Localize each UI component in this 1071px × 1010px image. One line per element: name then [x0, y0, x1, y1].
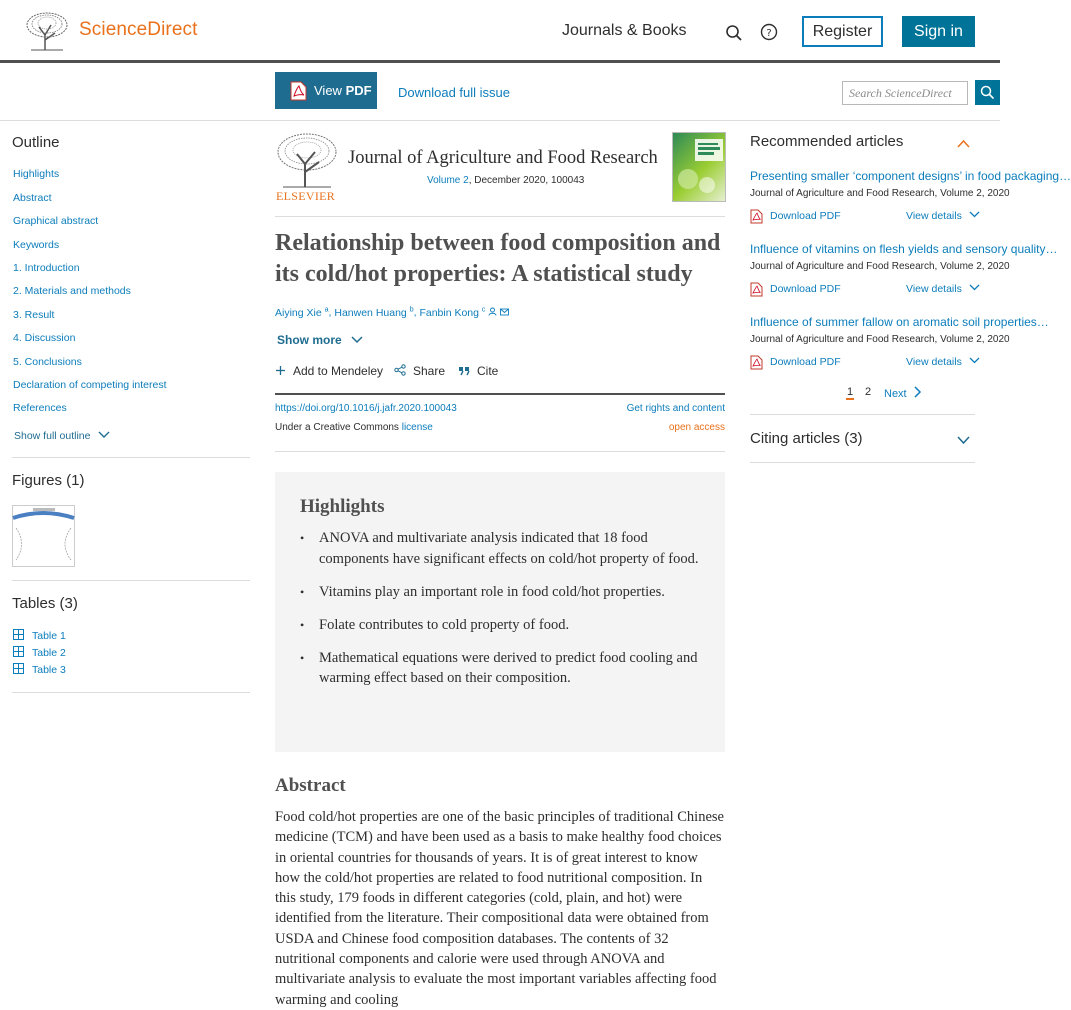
pdf-icon — [290, 81, 307, 101]
article-toolbar — [0, 66, 1000, 121]
highlights-heading: Highlights — [300, 496, 385, 517]
cite-button[interactable] — [458, 364, 498, 378]
highlight-item: • Vitamins play an important role in food cold/hot properties. — [300, 582, 700, 603]
table-icon — [13, 646, 24, 657]
figures-divider — [12, 580, 250, 581]
actions-divider — [275, 393, 725, 395]
outline-link-graphical-abstract[interactable]: Graphical abstract — [13, 215, 99, 227]
recommended-article-journal: Journal of Agriculture and Food Research, Volume 2, 2020 — [750, 261, 1010, 272]
article-title: Relationship between food composition and its cold/hot properties: A statistical study — [275, 230, 721, 287]
chevron-down-icon — [98, 431, 110, 439]
outline-link-competing-interest[interactable]: Declaration of competing interest — [13, 379, 167, 391]
chevron-up-icon[interactable] — [957, 139, 970, 148]
pagination-next-label: Next — [884, 388, 907, 400]
open-access-badge: open access — [668, 422, 725, 433]
publisher-name: ELSEVIER — [276, 189, 336, 203]
author-separator: , — [413, 306, 420, 319]
highlight-item: • Mathematical equations were derived to predict food cooling and warming effect based on their composition. — [300, 648, 700, 689]
tables-heading: Tables (3) — [12, 595, 78, 612]
recommended-article-title[interactable]: Presenting smaller ‘component designs’ in food packaging… — [750, 169, 1071, 183]
doi-link[interactable]: https://doi.org/10.1016/j.jafr.2020.100043 — [275, 403, 457, 414]
chevron-right-icon — [914, 386, 922, 398]
search-submit-button[interactable] — [975, 80, 1000, 105]
figure-thumbnail[interactable] — [12, 505, 75, 567]
table-link-label: Table 3 — [32, 664, 66, 676]
elsevier-tree-logo[interactable] — [25, 11, 69, 51]
show-full-outline-button[interactable] — [14, 430, 110, 442]
outline-link-highlights[interactable]: Highlights — [13, 168, 60, 180]
download-pdf-label: Download PDF — [770, 210, 841, 222]
search-icon — [980, 85, 995, 100]
highlights-section — [275, 472, 725, 752]
doi-divider — [275, 451, 725, 452]
recommended-articles-heading: Recommended articles — [750, 133, 904, 150]
share-button[interactable] — [394, 364, 445, 378]
author-name: Aiying Xie — [275, 306, 322, 319]
author-link[interactable] — [275, 307, 329, 319]
issue-info: , December 2020, 100043 — [468, 175, 585, 186]
highlight-item: • Folate contributes to cold property of food. — [300, 615, 700, 636]
svg-text:?: ? — [766, 28, 772, 39]
plus-icon — [275, 365, 286, 376]
outline-link-materials-methods[interactable]: 2. Materials and methods — [13, 285, 131, 297]
recommended-view-details[interactable] — [906, 356, 980, 368]
recommended-article-journal: Journal of Agriculture and Food Research, Volume 2, 2020 — [750, 334, 1010, 345]
author-affiliation: c — [481, 306, 486, 313]
outline-link-introduction[interactable]: 1. Introduction — [13, 262, 80, 274]
author-affiliation: a — [324, 306, 329, 313]
show-more-button[interactable] — [277, 333, 363, 347]
elsevier-tree-icon — [275, 132, 339, 188]
view-pdf-label — [314, 83, 372, 98]
journals-books-link[interactable]: Journals & Books — [562, 22, 687, 39]
table-link-1[interactable] — [13, 629, 66, 642]
elsevier-logo[interactable] — [275, 132, 339, 204]
pdf-icon — [750, 282, 763, 297]
view-pdf-prefix: View — [314, 83, 346, 98]
quote-icon — [458, 366, 470, 376]
abstract-text: Food cold/hot properties are one of the basic principles of traditional Chinese medicine (TCM) and have been used as a basis to make healthy food choices in oriental countries for thousands of years. It is of great interest to know how the cold/hot properties are related to food nutritional composition. In this study, 179 foods in different categories (cold, plain, and hot) were identified from the literature. Their compositional data were obtained from USDA and Chinese food composition databases. The contents of 32 nutritional components and calorie were used through ANOVA and multivariate analysis to evaluate the most important variables affecting food warming and cooling — [275, 809, 724, 1008]
pagination-next[interactable] — [884, 386, 922, 400]
chevron-down-icon — [969, 357, 980, 364]
author-name: Fanbin Kong — [419, 306, 479, 319]
author-name: Hanwen Huang — [334, 306, 407, 319]
header-divider — [275, 216, 725, 217]
view-details-label: View details — [906, 356, 962, 368]
recommended-article-title[interactable]: Influence of vitamins on flesh yields and sensory quality… — [750, 242, 1058, 256]
outline-link-abstract[interactable]: Abstract — [13, 192, 52, 204]
license-info — [275, 422, 433, 433]
outline-link-references[interactable]: References — [13, 402, 67, 414]
sciencedirect-brand[interactable]: ScienceDirect — [79, 19, 198, 40]
author-list — [275, 306, 509, 319]
view-pdf-button[interactable] — [275, 72, 377, 109]
download-full-issue-link[interactable]: Download full issue — [398, 85, 511, 100]
highlight-item: • ANOVA and multivariate analysis indicated that 18 food components have significant effects on cold/hot property of food. — [300, 528, 700, 569]
pdf-icon — [750, 209, 763, 224]
person-icon[interactable] — [488, 307, 497, 316]
view-pdf-bold: PDF — [345, 83, 372, 98]
table-link-2[interactable] — [13, 646, 66, 659]
outline-heading: Outline — [12, 134, 60, 151]
volume-link[interactable]: Volume 2 — [427, 175, 469, 186]
email-icon[interactable] — [500, 308, 509, 316]
add-to-mendeley-button[interactable] — [275, 364, 383, 378]
license-link[interactable]: license — [401, 422, 433, 433]
figures-heading: Figures (1) — [12, 472, 85, 489]
table-icon — [13, 629, 24, 640]
download-pdf-label: Download PDF — [770, 283, 841, 295]
chevron-down-icon — [351, 336, 363, 344]
abstract-heading: Abstract — [275, 775, 346, 796]
citing-divider — [750, 462, 975, 463]
tables-divider — [12, 692, 250, 693]
help-icon[interactable] — [760, 23, 778, 41]
author-affiliation: b — [409, 306, 414, 313]
outline-link-discussion[interactable]: 4. Discussion — [13, 332, 76, 344]
chevron-down-icon[interactable] — [957, 436, 970, 445]
add-to-mendeley-label: Add to Mendeley — [293, 364, 384, 378]
journal-title-link[interactable]: Journal of Agriculture and Food Research — [348, 148, 658, 168]
register-button[interactable]: Register — [802, 16, 883, 47]
show-full-outline-label: Show full outline — [14, 430, 91, 442]
recommended-divider — [750, 414, 975, 415]
view-details-label: View details — [906, 210, 962, 222]
author-separator: , — [328, 306, 335, 319]
outline-link-conclusions[interactable]: 5. Conclusions — [13, 356, 82, 368]
get-rights-link[interactable]: Get rights and content — [626, 403, 725, 414]
cite-label: Cite — [477, 364, 499, 378]
table-link-3[interactable] — [13, 663, 66, 676]
journal-volume-info — [427, 175, 584, 186]
pdf-icon — [750, 355, 763, 370]
table-link-label: Table 1 — [32, 630, 66, 642]
top-header — [0, 0, 1000, 63]
download-pdf-label: Download PDF — [770, 356, 841, 368]
share-icon — [394, 364, 406, 376]
pagination-page-1[interactable]: 1 — [847, 386, 854, 398]
table-icon — [13, 663, 24, 674]
recommended-view-details[interactable] — [906, 210, 980, 222]
view-details-label: View details — [906, 283, 962, 295]
journal-cover-thumbnail[interactable] — [672, 132, 726, 202]
journal-cover-art — [673, 133, 725, 201]
license-prefix: Under a Creative Commons — [275, 422, 402, 433]
outline-link-result[interactable]: 3. Result — [13, 309, 55, 321]
show-more-label: Show more — [277, 333, 342, 347]
pagination-page-2[interactable]: 2 — [865, 386, 872, 398]
outline-link-keywords[interactable]: Keywords — [13, 239, 60, 251]
recommended-article-journal: Journal of Agriculture and Food Research, Volume 2, 2020 — [750, 188, 1010, 199]
graphical-abstract-thumbnail — [13, 506, 74, 566]
highlights-list — [300, 528, 700, 701]
recommended-article-title[interactable]: Influence of summer fallow on aromatic soil properties… — [750, 315, 1049, 329]
search-input[interactable]: Search ScienceDirect — [842, 81, 968, 105]
search-icon[interactable] — [725, 24, 743, 42]
share-label: Share — [413, 364, 446, 378]
table-link-label: Table 2 — [32, 647, 66, 659]
chevron-down-icon — [969, 284, 980, 291]
author-link[interactable] — [334, 307, 413, 319]
recommended-view-details[interactable] — [906, 283, 980, 295]
author-link[interactable] — [419, 307, 485, 319]
sign-in-button[interactable]: Sign in — [902, 16, 975, 47]
citing-articles-toggle[interactable]: Citing articles (3) — [750, 430, 863, 447]
outline-divider — [12, 457, 250, 458]
chevron-down-icon — [969, 211, 980, 218]
